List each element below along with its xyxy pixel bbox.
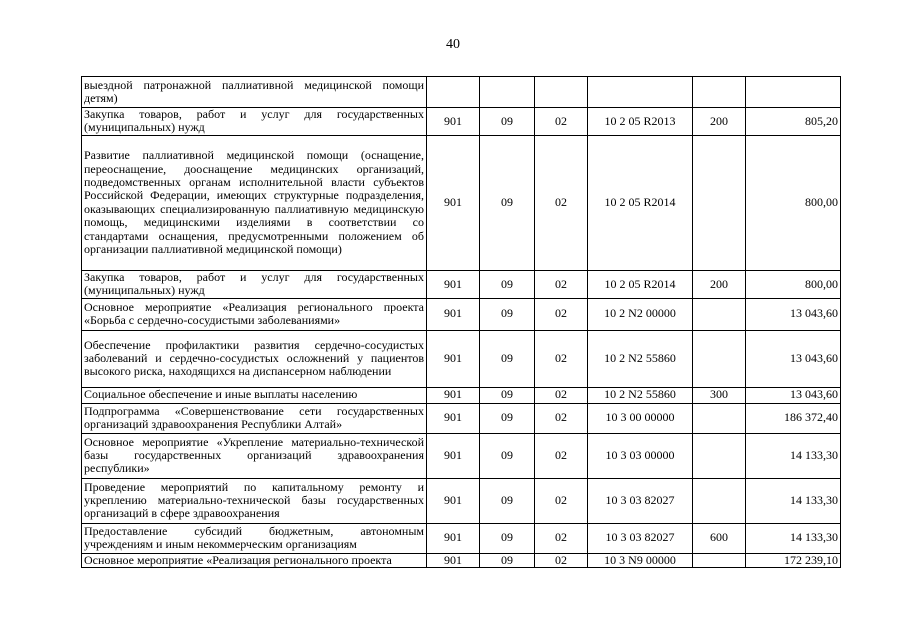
cell-subsection-code: 02 bbox=[535, 387, 588, 403]
cell-section-code: 09 bbox=[480, 553, 535, 567]
table-row bbox=[82, 298, 841, 330]
cell-section-code: 09 bbox=[480, 478, 535, 523]
cell-section-code: 09 bbox=[480, 270, 535, 298]
cell-section-code: 09 bbox=[480, 433, 535, 478]
cell-amount: 13 043,60 bbox=[746, 387, 841, 403]
cell-subsection-code: 02 bbox=[535, 330, 588, 387]
cell-expense-type bbox=[693, 330, 746, 387]
cell-description: Обеспечение профилактики развития сердечно-сосудистых заболеваний и сердечно-сосудистых осложнений у пациентов высокого риска, находящихся на диспансерном наблюдении bbox=[82, 330, 427, 387]
table-row bbox=[82, 387, 841, 403]
table-row bbox=[82, 270, 841, 298]
cell-target-article: 10 2 05 R2014 bbox=[588, 135, 693, 270]
cell-amount: 14 133,30 bbox=[746, 433, 841, 478]
table-row bbox=[82, 433, 841, 478]
cell-description: Социальное обеспечение и иные выплаты населению bbox=[82, 387, 427, 403]
cell-target-article: 10 3 N9 00000 bbox=[588, 553, 693, 567]
table-row bbox=[82, 553, 841, 567]
cell-expense-type bbox=[693, 403, 746, 433]
cell-expense-type: 200 bbox=[693, 108, 746, 136]
cell-subsection-code: 02 bbox=[535, 270, 588, 298]
cell-admin-code: 901 bbox=[427, 330, 480, 387]
cell-section-code: 09 bbox=[480, 298, 535, 330]
table-row bbox=[82, 330, 841, 387]
cell-amount: 805,20 bbox=[746, 108, 841, 136]
cell-description: Основное мероприятие «Реализация регионального проекта bbox=[82, 553, 427, 567]
page-number: 40 bbox=[446, 37, 460, 52]
table-row bbox=[82, 77, 841, 108]
cell-description: Закупка товаров, работ и услуг для государственных (муниципальных) нужд bbox=[82, 270, 427, 298]
cell-description: Основное мероприятие «Укрепление материально-технической базы государственных организаций здравоохранения республики» bbox=[82, 433, 427, 478]
cell-admin-code: 901 bbox=[427, 270, 480, 298]
cell-target-article: 10 2 N2 00000 bbox=[588, 298, 693, 330]
cell-expense-type bbox=[693, 135, 746, 270]
cell-amount: 800,00 bbox=[746, 270, 841, 298]
cell-amount: 172 239,10 bbox=[746, 553, 841, 567]
cell-description: Предоставление субсидий бюджетным, автономным учреждениям и иным некоммерческим организациям bbox=[82, 523, 427, 553]
cell-admin-code: 901 bbox=[427, 135, 480, 270]
table-row bbox=[82, 523, 841, 553]
cell-subsection-code bbox=[535, 77, 588, 108]
cell-amount: 14 133,30 bbox=[746, 523, 841, 553]
cell-amount: 13 043,60 bbox=[746, 298, 841, 330]
cell-admin-code: 901 bbox=[427, 387, 480, 403]
table-body bbox=[82, 77, 841, 568]
cell-expense-type bbox=[693, 478, 746, 523]
cell-section-code: 09 bbox=[480, 135, 535, 270]
cell-section-code: 09 bbox=[480, 387, 535, 403]
cell-target-article bbox=[588, 77, 693, 108]
cell-target-article: 10 3 03 82027 bbox=[588, 478, 693, 523]
cell-section-code: 09 bbox=[480, 523, 535, 553]
cell-amount: 800,00 bbox=[746, 135, 841, 270]
cell-target-article: 10 2 N2 55860 bbox=[588, 387, 693, 403]
cell-subsection-code: 02 bbox=[535, 523, 588, 553]
cell-description: Подпрограмма «Совершенствование сети государственных организаций здравоохранения Республики Алтай» bbox=[82, 403, 427, 433]
cell-subsection-code: 02 bbox=[535, 403, 588, 433]
cell-target-article: 10 2 05 R2014 bbox=[588, 270, 693, 298]
cell-expense-type: 200 bbox=[693, 270, 746, 298]
cell-amount bbox=[746, 77, 841, 108]
table-row bbox=[82, 135, 841, 270]
cell-admin-code: 901 bbox=[427, 553, 480, 567]
cell-admin-code: 901 bbox=[427, 108, 480, 136]
cell-description: выездной патронажной паллиативной медицинской помощи детям) bbox=[82, 77, 427, 108]
cell-section-code: 09 bbox=[480, 403, 535, 433]
table-row bbox=[82, 403, 841, 433]
cell-admin-code: 901 bbox=[427, 478, 480, 523]
cell-expense-type bbox=[693, 553, 746, 567]
cell-description: Проведение мероприятий по капитальному ремонту и укреплению материально-технической базы государственных организаций в сфере здравоохранения bbox=[82, 478, 427, 523]
cell-section-code bbox=[480, 77, 535, 108]
cell-expense-type: 300 bbox=[693, 387, 746, 403]
cell-subsection-code: 02 bbox=[535, 553, 588, 567]
table-row bbox=[82, 478, 841, 523]
cell-subsection-code: 02 bbox=[535, 108, 588, 136]
cell-description: Развитие паллиативной медицинской помощи (оснащение, переоснащение, дооснащение медицинских организаций, подведомственных органам исполнительной власти субъектов Российской Федерации, имеющих структурные подразделения, оказывающих специализированную паллиативную медицинскую помощь, медицинскими изделиями в соответствии со стандартами оснащения, предусмотренными положением об организации паллиативной медицинской помощи) bbox=[82, 135, 427, 270]
cell-amount: 186 372,40 bbox=[746, 403, 841, 433]
cell-target-article: 10 2 05 R2013 bbox=[588, 108, 693, 136]
cell-expense-type bbox=[693, 77, 746, 108]
cell-amount: 14 133,30 bbox=[746, 478, 841, 523]
cell-amount: 13 043,60 bbox=[746, 330, 841, 387]
cell-admin-code bbox=[427, 77, 480, 108]
cell-subsection-code: 02 bbox=[535, 433, 588, 478]
cell-description: Закупка товаров, работ и услуг для государственных (муниципальных) нужд bbox=[82, 108, 427, 136]
cell-admin-code: 901 bbox=[427, 433, 480, 478]
cell-expense-type bbox=[693, 433, 746, 478]
cell-subsection-code: 02 bbox=[535, 298, 588, 330]
cell-subsection-code: 02 bbox=[535, 135, 588, 270]
cell-section-code: 09 bbox=[480, 330, 535, 387]
cell-admin-code: 901 bbox=[427, 523, 480, 553]
cell-target-article: 10 3 00 00000 bbox=[588, 403, 693, 433]
cell-target-article: 10 3 03 00000 bbox=[588, 433, 693, 478]
cell-admin-code: 901 bbox=[427, 403, 480, 433]
cell-admin-code: 901 bbox=[427, 298, 480, 330]
cell-description: Основное мероприятие «Реализация регионального проекта «Борьба с сердечно-сосудистыми заболеваниями» bbox=[82, 298, 427, 330]
cell-target-article: 10 3 03 82027 bbox=[588, 523, 693, 553]
budget-table bbox=[81, 76, 841, 568]
table-row bbox=[82, 108, 841, 136]
cell-section-code: 09 bbox=[480, 108, 535, 136]
cell-subsection-code: 02 bbox=[535, 478, 588, 523]
cell-expense-type: 600 bbox=[693, 523, 746, 553]
cell-target-article: 10 2 N2 55860 bbox=[588, 330, 693, 387]
cell-expense-type bbox=[693, 298, 746, 330]
